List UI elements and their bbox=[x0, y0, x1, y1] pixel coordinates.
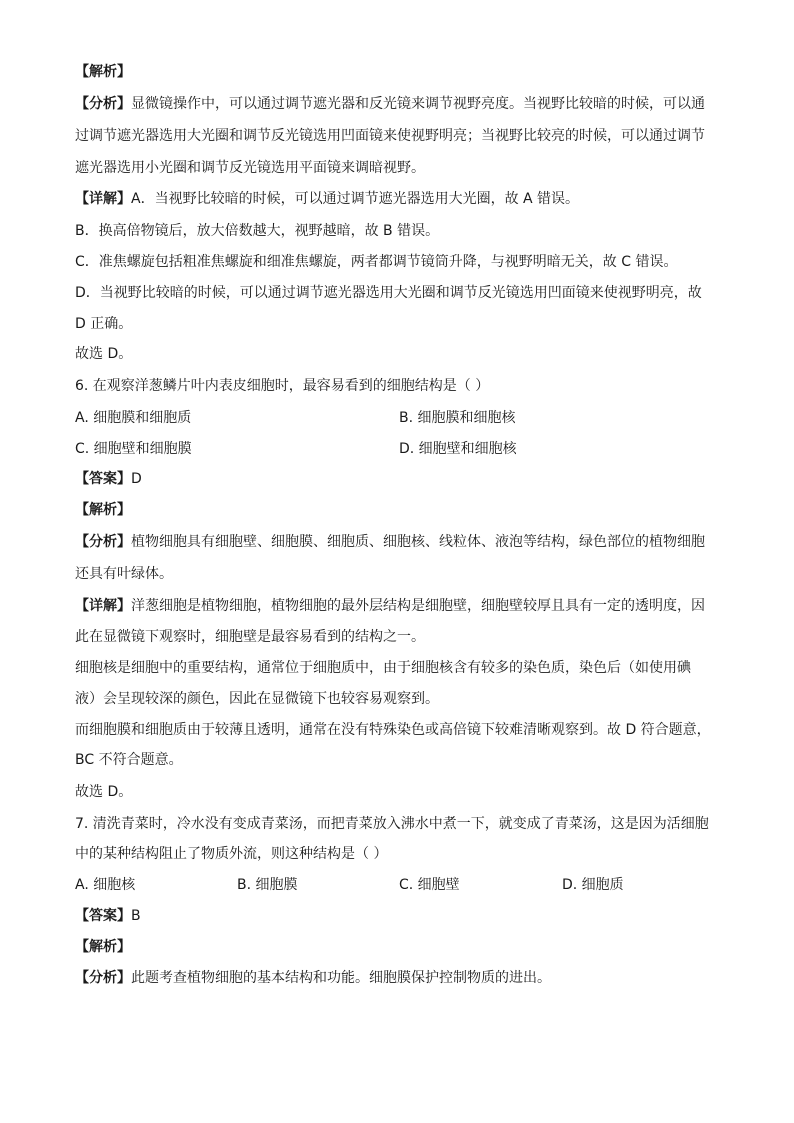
q6-fenxi-cont: 还具有叶绿体。 bbox=[75, 566, 173, 582]
fenxi-text-line: 过调节遮光器选用大光圈和调节反光镜选用凹面镜来使视野明亮；当视野比较亮的时候，可以通过调节 bbox=[75, 128, 705, 144]
q6-option-d: D. 细胞壁和细胞核 bbox=[399, 441, 517, 457]
q6-option-a: A. 细胞膜和细胞质 bbox=[75, 410, 192, 426]
q6-option-b: B. 细胞膜和细胞核 bbox=[399, 410, 516, 426]
q6-xiangjie-cont: 此在显微镜下观察时，细胞壁是最容易看到的结构之一。 bbox=[75, 629, 425, 645]
fenxi-tag: 【分析】 bbox=[75, 534, 131, 550]
q7-analysis-label: 【解析】 bbox=[75, 939, 131, 955]
answer-tag: 【答案】 bbox=[75, 471, 131, 487]
q6-xiangjie-line bbox=[75, 597, 705, 615]
q6-xiangjie-para2: 细胞核是细胞中的重要结构，通常位于细胞质中，由于细胞核含有较多的染色质，染色后（如使用碘 bbox=[75, 660, 691, 676]
explain-b: B．换高倍物镜后，放大倍数越大，视野越暗，故 B 错误。 bbox=[75, 223, 440, 239]
question-7-stem-cont: 中的某种结构阻止了物质外流，则这种结构是（ ） bbox=[75, 846, 388, 862]
fenxi-tag: 【分析】 bbox=[75, 970, 131, 986]
explain-d-cont: D 正确。 bbox=[75, 316, 133, 332]
xiangjie-text: A．当视野比较暗的时候，可以通过调节遮光器选用大光圈，故 A 错误。 bbox=[131, 191, 580, 207]
fenxi-tag: 【分析】 bbox=[75, 96, 131, 112]
q6-choose-line: 故选 D。 bbox=[75, 784, 133, 800]
q7-answer-line bbox=[75, 907, 141, 925]
explain-c: C．准焦螺旋包括粗准焦螺旋和细准焦螺旋，两者都调节镜筒升降，与视野明暗无关，故 C 错误。 bbox=[75, 254, 678, 270]
answer-tag: 【答案】 bbox=[75, 908, 131, 924]
analysis-fenxi-line bbox=[75, 95, 705, 113]
xiangjie-tag: 【详解】 bbox=[75, 598, 131, 614]
q7-fenxi-line bbox=[75, 969, 551, 987]
q6-option-c: C. 细胞壁和细胞膜 bbox=[75, 441, 192, 457]
fenxi-text-line: 遮光器选用小光圈和调节反光镜选用平面镜来调暗视野。 bbox=[75, 160, 425, 176]
explain-d: D．当视野比较暗的时候，可以通过调节遮光器选用大光圈和调节反光镜选用凹面镜来使视野明亮，故 bbox=[75, 285, 702, 301]
q6-answer-line bbox=[75, 470, 142, 488]
question-7-stem: 7. 清洗青菜时，冷水没有变成青菜汤，而把青菜放入沸水中煮一下，就变成了青菜汤，这是因为活细胞 bbox=[75, 816, 709, 832]
fenxi-text: 植物细胞具有细胞壁、细胞膜、细胞质、细胞核、线粒体、液泡等结构，绿色部位的植物细胞 bbox=[131, 534, 705, 550]
answer-value: D bbox=[131, 471, 142, 487]
choose-line: 故选 D。 bbox=[75, 346, 133, 362]
answer-value: B bbox=[131, 908, 141, 924]
analysis-label: 【解析】 bbox=[75, 64, 131, 80]
question-6-stem: 6. 在观察洋葱鳞片叶内表皮细胞时，最容易看到的细胞结构是（ ） bbox=[75, 378, 490, 394]
q7-option-b: B. 细胞膜 bbox=[237, 877, 298, 893]
q7-option-d: D. 细胞质 bbox=[562, 877, 624, 893]
fenxi-text: 显微镜操作中，可以通过调节遮光器和反光镜来调节视野亮度。当视野比较暗的时候，可以通 bbox=[131, 96, 705, 112]
xiangjie-text: 洋葱细胞是植物细胞，植物细胞的最外层结构是细胞壁，细胞壁较厚且具有一定的透明度，因 bbox=[131, 598, 705, 614]
q6-fenxi-line bbox=[75, 533, 705, 551]
q6-xiangjie-para3: 而细胞膜和细胞质由于较薄且透明，通常在没有特殊染色或高倍镜下较难清晰观察到。故 D 符合题意， bbox=[75, 722, 711, 738]
q6-xiangjie-para3-cont: BC 不符合题意。 bbox=[75, 752, 183, 768]
xiangjie-line bbox=[75, 190, 579, 208]
q7-option-a: A. 细胞核 bbox=[75, 877, 136, 893]
xiangjie-tag: 【详解】 bbox=[75, 191, 131, 207]
q6-analysis-label: 【解析】 bbox=[75, 502, 131, 518]
q6-xiangjie-para2-cont: 液）会呈现较深的颜色，因此在显微镜下也较容易观察到。 bbox=[75, 691, 439, 707]
fenxi-text: 此题考查植物细胞的基本结构和功能。细胞膜保护控制物质的进出。 bbox=[131, 970, 551, 986]
q7-option-c: C. 细胞壁 bbox=[399, 877, 460, 893]
